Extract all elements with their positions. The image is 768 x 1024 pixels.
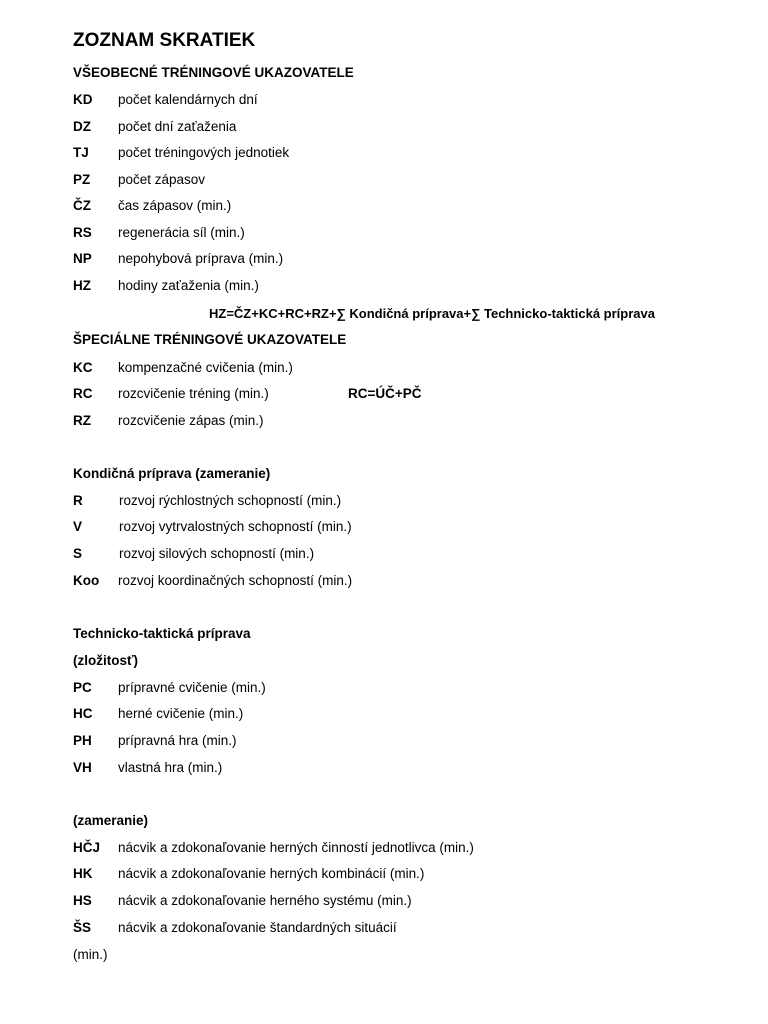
abbr-desc: regenerácia síl (min.) [118,225,245,240]
abbr-code: HC [73,706,93,721]
section-heading-special: ŠPECIÁLNE TRÉNINGOVÉ UKAZOVATELE [73,332,347,347]
abbr-code: HK [73,866,93,881]
abbr-code: TJ [73,145,89,160]
formula-note: RC=ÚČ+PČ [348,386,422,401]
abbr-desc: herné cvičenie (min.) [118,706,244,721]
page-title: ZOZNAM SKRATIEK [73,30,256,51]
abbr-code: VH [73,760,92,775]
abbr-desc: počet zápasov [118,172,206,187]
abbr-desc: prípravná hra (min.) [118,733,237,748]
abbr-desc: nácvik a zdokonaľovanie štandardných situácií [118,920,397,935]
section-subheading: (zameranie) [73,813,149,828]
section-subheading: (zložitosť) [73,653,138,668]
abbr-desc: počet kalendárnych dní [118,92,258,107]
section-heading-conditioning: Kondičná príprava (zameranie) [73,466,271,481]
formula: HZ=ČZ+KC+RC+RZ+∑ Kondičná príprava+∑ Technicko-taktická príprava [209,306,655,321]
abbr-desc: počet dní zaťaženia [118,119,237,134]
abbr-code: S [73,546,83,561]
abbr-code: RS [73,225,92,240]
abbr-desc: hodiny zaťaženia (min.) [118,278,259,293]
abbr-code: Koo [73,573,100,588]
abbr-code: ŠS [73,920,92,935]
abbr-desc: počet tréningových jednotiek [118,145,290,160]
abbr-code: HZ [73,278,91,293]
section-heading-general: VŠEOBECNÉ TRÉNINGOVÉ UKAZOVATELE [73,65,354,80]
abbr-desc: nácvik a zdokonaľovanie herných kombinácií (min.) [118,866,425,881]
abbr-code: KD [73,92,93,107]
abbr-desc: nácvik a zdokonaľovanie herných činností jednotlivca (min.) [118,840,474,855]
abbr-code: PC [73,680,92,695]
abbr-desc: vlastná hra (min.) [118,760,223,775]
abbr-code: DZ [73,119,91,134]
abbr-code: PH [73,733,92,748]
abbr-desc: čas zápasov (min.) [118,198,232,213]
abbr-desc: rozvoj silových schopností (min.) [119,546,315,561]
abbr-code: R [73,493,83,508]
abbr-desc: kompenzačné cvičenia (min.) [118,360,293,375]
abbr-code: HS [73,893,92,908]
abbr-code: RZ [73,413,91,428]
abbr-desc: nácvik a zdokonaľovanie herného systému (min.) [118,893,412,908]
abbr-desc: rozvoj rýchlostných schopností (min.) [119,493,342,508]
abbr-code: V [73,519,83,534]
abbr-desc: prípravné cvičenie (min.) [118,680,266,695]
abbr-code: NP [73,251,92,266]
abbr-desc: rozcvičenie zápas (min.) [118,413,264,428]
abbr-code: HČJ [73,840,101,855]
abbr-desc-continuation: (min.) [73,947,108,962]
abbr-code: KC [73,360,93,375]
abbr-desc: rozvoj vytrvalostných schopností (min.) [119,519,352,534]
abbr-code: RC [73,386,93,401]
abbr-desc: rozcvičenie tréning (min.) [118,386,269,401]
section-heading-tactical: Technicko-taktická príprava [73,626,251,641]
abbr-code: PZ [73,172,91,187]
abbr-desc: nepohybová príprava (min.) [118,251,284,266]
abbr-code: ČZ [73,198,91,213]
abbr-desc: rozvoj koordinačných schopností (min.) [118,573,353,588]
